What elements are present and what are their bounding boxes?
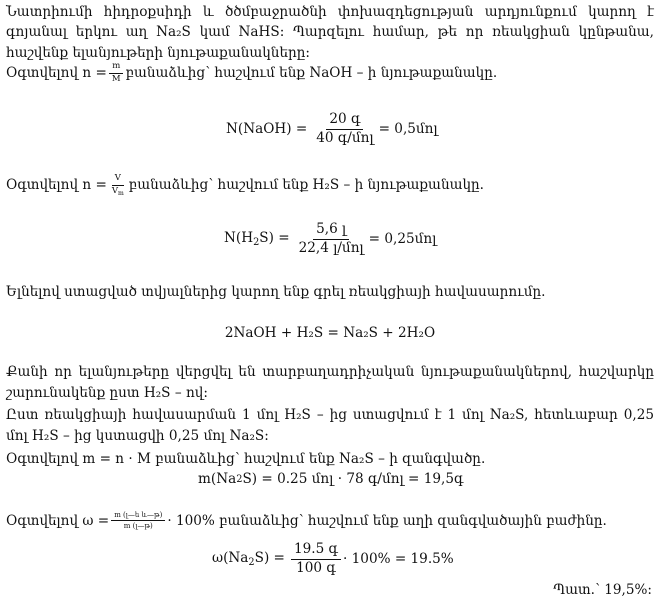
step4-frac-num: m (լ—ե և—թ) bbox=[111, 511, 165, 521]
calc3-lhs-sub: 2 bbox=[236, 473, 243, 485]
calc4-num: 19.5 գ bbox=[291, 542, 341, 560]
step3-text: Ելնելով ստացված տվյալներից կարող ենք գրել ռեակցիայի հավասարումը. bbox=[6, 284, 546, 300]
step1-text bbox=[6, 62, 497, 85]
calc2-lhs-sub: 2 bbox=[253, 237, 260, 249]
calc2-formula bbox=[224, 222, 436, 256]
step2-pre: Օգտվելով n = bbox=[6, 177, 107, 194]
reaction-equation: 2NaOH + H₂S = Na₂S + 2H₂O bbox=[224, 325, 436, 341]
step1-frac-den: M bbox=[111, 73, 121, 84]
para-line-3: Ըստ ռեակցիայի հավասարման 1 մոլ H₂S – ից ստացվում է 1 մոլ Na₂S, հետևաբար 0,25 bbox=[6, 407, 654, 423]
calc2-fraction bbox=[296, 222, 367, 256]
step1-pre: Օգտվելով n = bbox=[6, 65, 107, 82]
step2-frac-den-main: V bbox=[111, 185, 118, 196]
step1-fraction bbox=[109, 62, 124, 85]
step2-post: բանաձևից՝ հաշվում ենք H₂S – ի նյութաքանակը. bbox=[128, 177, 484, 194]
calc2-rhs: = 0,25մոլ bbox=[368, 231, 437, 248]
calc3-lhs-b: S) = 0.25 մոլ · 78 գ/մոլ = 19,5գ bbox=[242, 471, 464, 487]
step4-fraction bbox=[111, 511, 165, 530]
step1-post: բանաձևից՝ հաշվում ենք NaOH – ի նյութաքանակը. bbox=[125, 65, 498, 82]
calc4-rhs: · 100% = 19.5% bbox=[343, 551, 454, 568]
step4-pre: Օգտվելով ω = bbox=[6, 512, 110, 529]
calc4-formula bbox=[212, 542, 454, 576]
step4-frac-den: m (լ—թ) bbox=[123, 522, 153, 531]
calc3-lhs-a: m(Na bbox=[198, 471, 237, 487]
para-line-4: մոլ H₂S – ից կստացվի 0,25 մոլ Na₂S: bbox=[6, 428, 269, 444]
calc1-fraction bbox=[313, 112, 376, 146]
calc4-lhs-sub: 2 bbox=[248, 557, 255, 569]
step2-frac-den bbox=[109, 186, 127, 197]
calc4-lhs-b: S) = bbox=[254, 550, 285, 567]
calc1-num: 20 գ bbox=[326, 112, 363, 130]
para-line-1: Քանի որ ելանյութերը վերցվել են տարբաղադրիչական նյութաքանակներով, հաշվարկը bbox=[6, 364, 654, 380]
calc4-fraction bbox=[291, 542, 341, 576]
calc1-formula bbox=[226, 112, 438, 146]
calc2-num: 5,6 լ bbox=[313, 222, 349, 240]
para-line-5: Օգտվելով m = n · M բանաձևից՝ հաշվում ենք Na₂S – ի զանգվածը. bbox=[6, 451, 486, 467]
step4-text bbox=[6, 511, 607, 530]
step2-frac-num: V bbox=[112, 174, 124, 186]
step2-text bbox=[6, 174, 484, 197]
step2-fraction bbox=[109, 174, 127, 197]
intro-line-2: գոյանալ երկու աղ Na₂S կամ NaHS: Պարզելու համար, թե որ ռեակցիան կընթանա, bbox=[6, 24, 654, 40]
calc4-lhs bbox=[212, 550, 285, 568]
calc2-lhs-b: S) = bbox=[259, 230, 290, 247]
step4-post: · 100% բանաձևից՝ հաշվում ենք աղի զանգվածային բաժինը. bbox=[167, 512, 607, 529]
calc1-lhs: N(NaOH) = bbox=[226, 121, 308, 138]
step2-frac-den-sub: m bbox=[118, 189, 124, 197]
calc3-formula bbox=[198, 471, 463, 487]
calc2-den: 22,4 լ/մոլ bbox=[298, 239, 364, 256]
calc4-den: 100 գ bbox=[296, 559, 336, 576]
calc1-rhs: = 0,5մոլ bbox=[378, 121, 438, 138]
step1-frac-num: m bbox=[109, 62, 123, 74]
calc1-den: 40 գ/մոլ bbox=[316, 129, 374, 146]
para-line-2: շարունակենք ըստ H₂S – ով: bbox=[6, 385, 208, 401]
calc4-lhs-a: ω(Na bbox=[212, 550, 249, 567]
answer: Պատ.՝ 19,5%: bbox=[553, 582, 652, 598]
intro-line-3: հաշվենք ելանյութերի նյութաքանակները: bbox=[6, 45, 310, 61]
calc2-lhs bbox=[224, 230, 290, 248]
calc2-lhs-a: N(H bbox=[224, 230, 254, 247]
intro-line-1: Նատրիումի հիդրօքսիդի և ծծմբաջրածնի փոխազդեցության արդյունքում կարող է bbox=[6, 4, 654, 20]
